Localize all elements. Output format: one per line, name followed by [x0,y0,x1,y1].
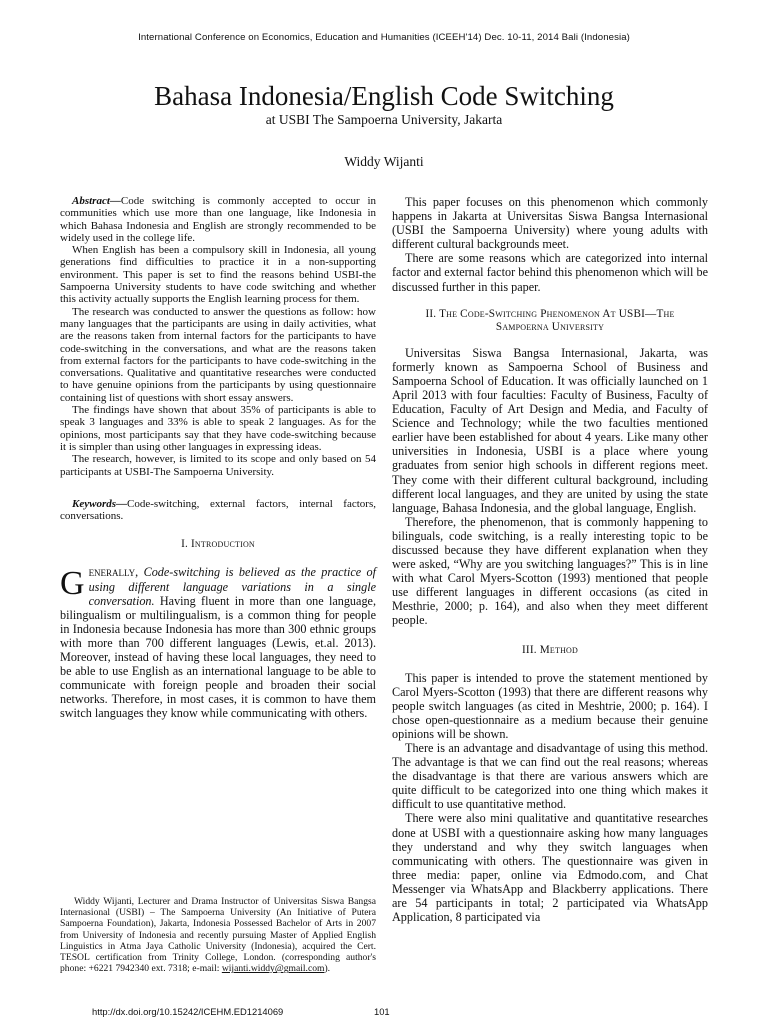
section-heading-phenomenon-line-2: Sampoerna University [495,320,605,333]
right-paragraph-6: There is an advantage and disadvantage of using this method. The advantage is that we can find out the real reasons; whereas the disadvantage is that there are various answers which are quite difficult to be categorized into one thing which makes it difficult to use quantitative method. [392,741,708,812]
conference-header: International Conference on Economics, Education and Humanities (ICEEH'14) Dec. 10-11, 2014 Bali (Indonesia) [138,32,630,43]
keywords-text: Code-switching, external factors, internal factors, conversations. [60,497,376,523]
right-paragraph-3: Universitas Siswa Bangsa Internasional, Jakarta, was formerly known as Sampoerna School of Business and Sampoerna School of Education. It was officially launched on 1 April 2013 with four faculties: Faculty of Business, Faculty of Education, Faculty of Art Design and Media, and Faculty of Science and Technology; while the two faculties mentioned earlier have been established for about 4 years. Like many other universities in Indonesia, USBI is a place where young graduates from senior high schools in different regions meet. They come with their different cultural background, including different local languages, and they are united by using the state language, Bahasa Indonesia, and the global language, English. [392,345,708,515]
paper-author: Widdy Wijanti [344,154,424,169]
introduction-lead-italic: Code-switching is believed as the practice of using different language variations in a single conversation. [88,565,377,608]
abstract-paragraph-5: The research, however, is limited to its scope and only based on 54 participants at USBI-The Sampoerna University. [60,453,376,478]
abstract-paragraph-4: The findings have shown that about 35% of participants is able to speak 3 languages and 33% is able to speak 2 languages. As for the opinions, most participants say that they have code-switching because it is simpler than using other languages in expressing ideas. [60,404,376,453]
right-paragraph-1: This paper focuses on this phenomenon which commonly happens in Jakarta at Universitas Siswa Bangsa Internasional (USBI the Sampoerna University) where young adults with different cultural backgrounds meet. [392,195,708,252]
abstract-paragraph-1 [60,195,376,244]
introduction-lead-word: enerally, [88,565,139,580]
author-email-link[interactable]: wijanti.widdy@gmail.com [221,963,325,975]
abstract-text-1: Code switching is commonly accepted to occur in communities which use more than one language, like Indonesia in which Bahasa Indonesia and English are strongly recommended to be widely used in the college life. [60,195,376,244]
right-paragraph-5: This paper is intended to prove the statement mentioned by Carol Myers-Scotton (1993) that there are different reasons why people switch languages (as cited in Meshtrie, 2000; p. 164). I chose open-questionnaire as a medium because their genuine opinions will be shown. [392,670,708,741]
section-heading-phenomenon-line-1: II. The Code-Switching Phenomenon At USBI—The [425,307,675,320]
author-footnote [60,896,376,974]
right-paragraph-4: Therefore, the phenomenon, that is commonly happening to bilinguals, code switching, is a really interesting topic to be discussed because they have different explanation when they were asked, “Why are you switching languages?” This is in line with what Carol Myers-Scotton (1993) mentioned that people use different languages in different occasions (as cited in Mesthrie, 2000; p. 164), and also when they meet different people. [392,514,708,628]
footnote-text: Widdy Wijanti, Lecturer and Drama Instructor of Universitas Siswa Bangsa Internasional (USBI) – The Sampoerna University (An Initiative of Putera Sampoerna Foundation), Jakarta, Indonesia Possessed Bachelor of Arts in 2007 from University of Indonesia and recently pursuing Master of Applied English Linguistics in Atma Jaya Catholic University (Indonesia), acquired the Cert. TESOL certification from Trinity College, London. (corresponding author's phone: +6221 7942340 ext. 7318; e-mail: [60,896,376,975]
introduction-body [60,565,376,720]
keywords-label: Keywords— [72,497,127,510]
footnote-end: ). [324,963,331,975]
paper-title: Bahasa Indonesia/English Code Switching [154,81,614,111]
drop-cap: G [60,565,85,603]
abstract-paragraph-2: When English has been a compulsory skill in Indonesia, all young generations find difficulties to practice it in a non-supporting environment. This paper is set to find the reasons behind USBI-the Sampoerna University students to have code switching and whether this activity actually supports the English learning process for them. [60,244,376,306]
section-heading-phenomenon [392,308,708,334]
abstract-label: Abstract— [72,195,121,207]
right-body [392,195,708,924]
right-paragraph-7: There were also mini qualitative and quantitative researches done at USBI with a questionnaire asking how many languages they understand and why they switch languages when communicating with others. The questionnaire was given in three media: paper, online via Edmodo.com, and Chat Messenger via WhatsApp and Blackberry applications. There are 54 participants in total; 2 participated via WhatsApp Application, 8 participated via [392,811,708,925]
doi-link[interactable]: http://dx.doi.org/10.15242/ICEHM.ED1214069 [92,1006,284,1017]
abstract-paragraph-3: The research was conducted to answer the questions as follow: how many languages that the participants are using in daily activities, what are the reasons taken from internal factors for the participants to have code-switching in the conversations, and what are the reasons taken from external factors for the participants to have code-switching in the conversations. Qualitative and quantitative researches were conducted to have genuine opinions from the participants by using questionnaire containing list of questions with short essay answers. [60,305,376,404]
right-paragraph-2: There are some reasons which are categorized into internal factor and external factor behind this phenomenon which will be discussed further in this paper. [392,251,708,294]
introduction-text: Having fluent in more than one language, bilingualism or multilingualism, is a common thing for people in Indonesia because Indonesia has more than 300 ethnic groups with more than 700 different languages (Lewis, et.al. 2013). Moreover, instead of having these local languages, they need to be able to use English as an international language to be able to communicate with foreign people and broaden their social networks. Therefore, in most cases, it is common to have them switch languages they know while communicating with others. [60,593,376,721]
introduction-paragraph [60,565,376,720]
section-heading-introduction: I. Introduction [181,538,255,551]
page-number: 101 [374,1006,390,1017]
keywords [60,498,376,523]
abstract [60,195,376,478]
paper-subtitle: at USBI The Sampoerna University, Jakarta [265,112,503,127]
section-heading-method: III. Method [521,643,579,656]
left-column [60,195,376,720]
right-column [392,195,708,924]
